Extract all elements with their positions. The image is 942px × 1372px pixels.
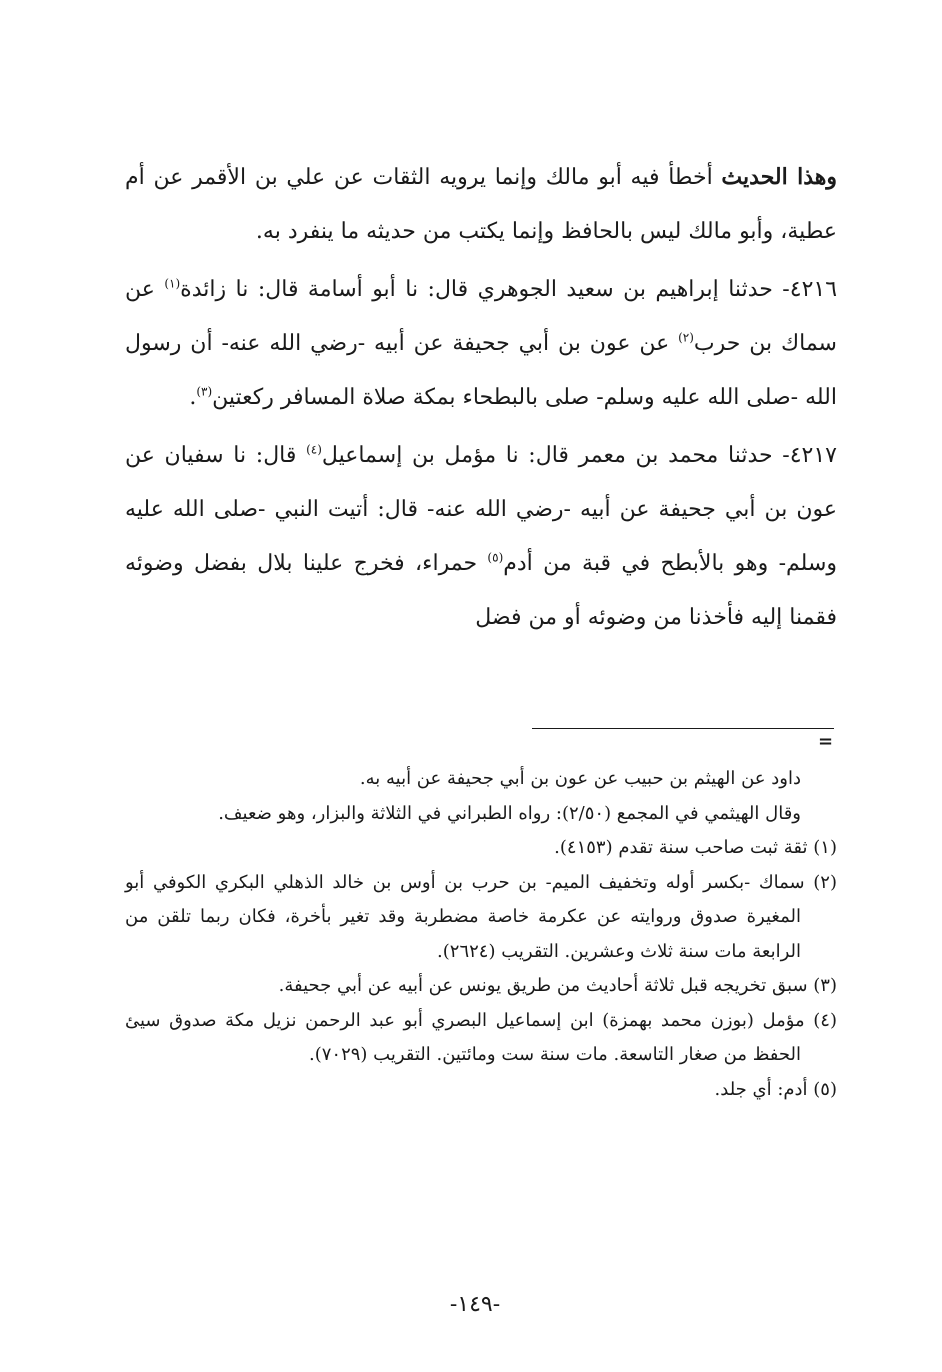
footnote-ref-4[interactable]: (٤) — [306, 442, 322, 457]
footnote-ref-1[interactable]: (١) — [164, 276, 181, 291]
hadith-4216-part-d: . — [189, 385, 197, 410]
footnote-continuation-1: داود عن الهيثم بن حبيب عن عون بن أبي جحيفة عن أبيه به. — [359, 768, 801, 789]
footnotes — [125, 762, 837, 1107]
paragraph-1-text: أخطأ فيه أبو مالك وإنما يرويه الثقات عن علي بن الأقمر عن أم عطية، وأبو مالك ليس بالحافظ وإنما يكتب من حديثه ما ينفرد به. — [125, 165, 837, 244]
hadith-4216 — [125, 263, 837, 425]
continuation-mark: = — [818, 731, 834, 752]
main-text — [125, 150, 837, 645]
footnote-ref-3[interactable]: (٣) — [196, 384, 213, 399]
footnote-continuation-2: وقال الهيثمي في المجمع (٢/٥٠): رواه الطبراني في الثلاثة والبزار، وهو ضعيف. — [218, 802, 801, 824]
hadith-4216-part-a: ٤٢١٦- حدثنا إبراهيم بن سعيد الجوهري قال: نا أبو أسامة قال: نا زائدة — [180, 277, 838, 302]
hadith-4217-part-a: ٤٢١٧- حدثنا محمد بن معمر قال: نا مؤمل بن إسماعيل — [321, 443, 837, 468]
footnote-2: (٢) سماك -بكسر أوله وتخفيف الميم- بن حرب بن أوس بن خالد الذهلي البكري الكوفي أبو المغيرة صدوق وروايته عن عكرمة خاصة مضطربة وقد تغير بأخرة، فكان ربما تلقن من الرابعة مات سنة ثلاث وعشرين. التقريب (٢٦٢٤). — [125, 871, 837, 962]
hadith-4216-part-b: عن سماك بن حرب — [125, 277, 837, 356]
footnote-ref-2[interactable]: (٢) — [678, 330, 694, 345]
hadith-4216-part-c: عن عون بن أبي جحيفة عن أبيه -رضي الله عنه- أن رسول الله -صلى الله عليه وسلم- صلى بالبطحاء بمكة صلاة المسافر ركعتين — [125, 331, 837, 410]
hadith-4217-part-c: حمراء، فخرج علينا بلال بفضل وضوئه فقمنا إليه فأخذنا من وضوئه أو من فضل — [125, 551, 837, 630]
footnote-3: (٣) سبق تخريجه قبل ثلاثة أحاديث من طريق يونس عن أبيه عن أبي جحيفة. — [278, 975, 837, 996]
paragraph-1 — [125, 150, 837, 259]
footnote-ref-5[interactable]: (٥) — [487, 550, 504, 565]
footnote-1: (١) ثقة ثبت صاحب سنة تقدم (٤١٥٣). — [554, 837, 837, 858]
bold-lead-phrase: وهذا الحديث — [721, 164, 837, 190]
page-number: -١٤٩- — [449, 1292, 501, 1317]
hadith-4217 — [125, 429, 837, 645]
footnote-5: (٥) أدم: أي جلد. — [714, 1078, 837, 1100]
footnote-4: (٤) مؤمل (بوزن محمد بهمزة) ابن إسماعيل البصري أبو عبد الرحمن نزيل مكة صدوق سيئ الحفظ من صغار التاسعة. مات سنة ست ومائتين. التقريب (٧٠٢٩). — [125, 1009, 837, 1065]
footnote-divider — [532, 728, 834, 729]
hadith-4217-part-b: قال: نا سفيان عن عون بن أبي جحيفة عن أبيه -رضي الله عنه- قال: أتيت النبي -صلى الله عليه وسلم- وهو بالأبطح في قبة من أدم — [125, 443, 837, 576]
